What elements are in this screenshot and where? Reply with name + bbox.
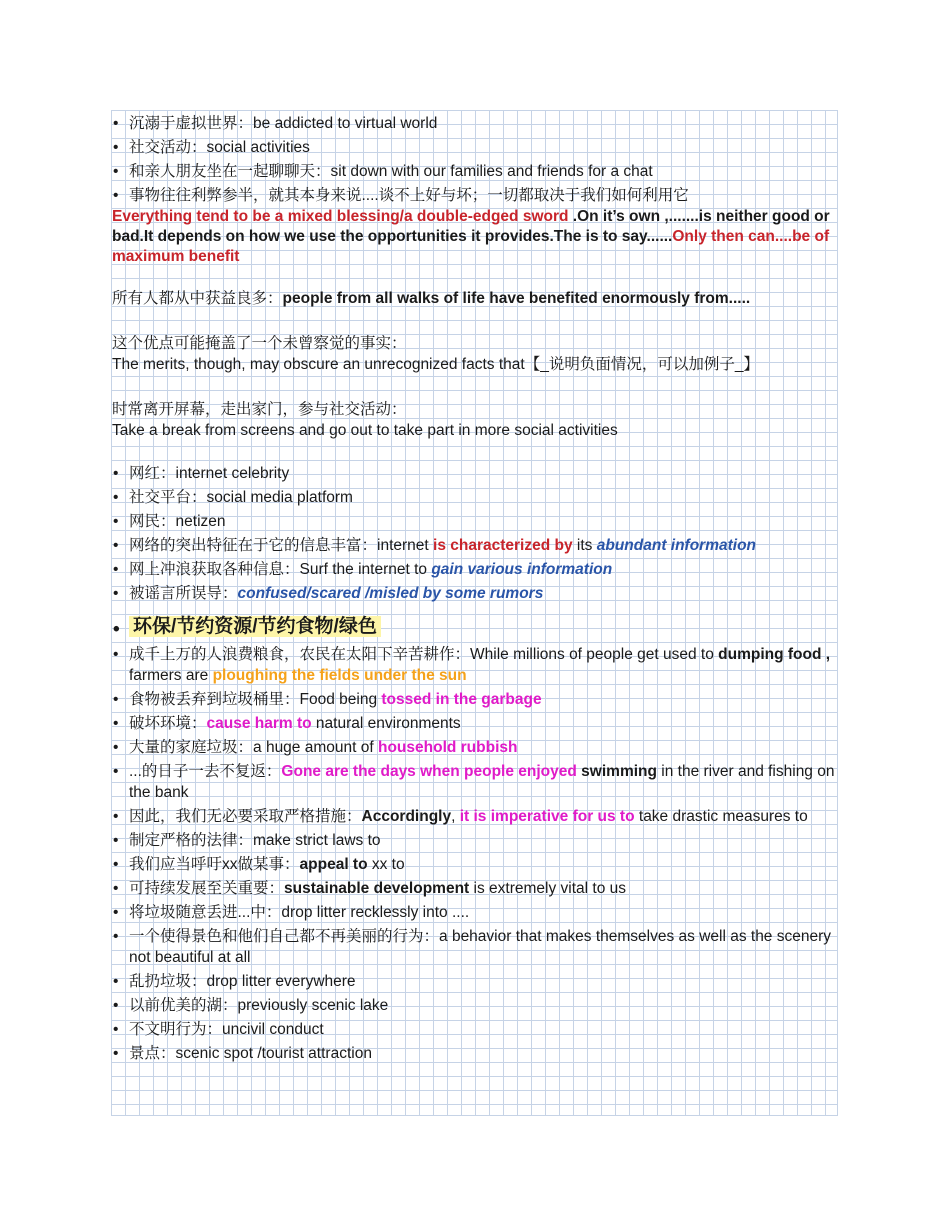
item-zh: 乱扔垃圾： <box>129 973 207 990</box>
item-zh: 我们应当呼吁xx做某事： <box>129 856 300 873</box>
screens-paragraph <box>112 399 838 441</box>
highlight-pink: Gone are the days when people enjoyed <box>281 763 577 780</box>
list-item <box>112 583 838 604</box>
item-en: , <box>451 808 460 825</box>
bullet-icon: • <box>113 1021 119 1038</box>
item-en: is extremely vital to us <box>469 880 626 897</box>
item-en: sit down with our families and friends for a chat <box>330 163 653 180</box>
bullet-icon: • <box>113 715 119 732</box>
paragraph-text: .On it’s own ,.......is neither good or bad.It depends on how we use the opportunities it provides.The is to say...... <box>112 208 830 245</box>
highlight-orange: ploughing the fields under the sun <box>212 667 467 684</box>
item-en: social media platform <box>206 489 353 506</box>
bullet-icon: • <box>113 832 119 849</box>
list-item <box>112 971 838 992</box>
bullet-icon: • <box>113 585 119 602</box>
bullet-icon: • <box>113 997 119 1014</box>
bullet-icon: • <box>113 904 119 921</box>
list-item <box>112 761 838 803</box>
list-item <box>112 511 838 532</box>
item-en: drop litter everywhere <box>206 973 356 990</box>
item-zh: 网民： <box>129 513 176 530</box>
benefit-paragraph <box>112 288 838 309</box>
list-item <box>112 487 838 508</box>
highlight-blue: confused/scared /misled by some rumors <box>237 585 544 602</box>
bullet-icon: • <box>113 465 119 482</box>
bullet-icon: • <box>113 646 119 663</box>
spacer <box>112 267 838 288</box>
item-zh: 所有人都从中获益良多： <box>112 290 283 307</box>
bullet-icon: • <box>113 973 119 990</box>
item-zh: 时常离开屏幕，走出家门，参与社交活动： <box>112 401 407 418</box>
item-en: make strict laws to <box>253 832 381 849</box>
item-zh: 被谣言所误导： <box>129 585 238 602</box>
list-item <box>112 1043 838 1064</box>
item-zh: 社交平台： <box>129 489 207 506</box>
bullet-icon: • <box>113 537 119 554</box>
list-item <box>112 713 838 734</box>
highlight-pink: tossed in the garbage <box>381 691 542 708</box>
bullet-icon: • <box>113 115 119 132</box>
item-en: Surf the internet to <box>299 561 432 578</box>
highlight-pink: cause harm to <box>206 715 312 732</box>
list-item <box>112 463 838 484</box>
item-zh: 景点： <box>129 1045 176 1062</box>
bullet-icon: • <box>113 856 119 873</box>
list-item <box>112 926 838 968</box>
bullet-icon: • <box>113 1045 119 1062</box>
list-item <box>112 535 838 556</box>
item-en: be addicted to virtual world <box>253 115 438 132</box>
item-zh: 破坏环境： <box>129 715 207 732</box>
bullet-icon: • <box>113 163 119 180</box>
item-zh: 网红： <box>129 465 176 482</box>
list-item <box>112 902 838 923</box>
list-item <box>112 737 838 758</box>
highlight-red: Only then can....be of maximum benefit <box>112 228 830 265</box>
item-en: social activities <box>206 139 310 156</box>
list-item <box>112 806 838 827</box>
notes-content <box>112 113 838 1067</box>
item-bold: swimming <box>576 763 657 780</box>
item-en: farmers are <box>129 667 213 684</box>
bullet-icon: • <box>113 139 119 156</box>
item-zh: 沉溺于虚拟世界： <box>129 115 254 132</box>
item-en: scenic spot /tourist attraction <box>175 1045 372 1062</box>
bullet-icon: • <box>113 513 119 530</box>
item-bold: Accordingly <box>361 808 452 825</box>
highlight-blue: abundant information <box>596 537 757 554</box>
bullet-icon: • <box>113 928 119 945</box>
item-zh: 事物往往利弊参半，就其本身来说....谈不上好与坏；一切都取决于我们如何利用它 <box>129 187 689 204</box>
item-en: Food being <box>299 691 382 708</box>
item-zh: 社交活动： <box>129 139 207 156</box>
item-bold: sustainable development <box>284 880 470 897</box>
item-zh: 不文明行为： <box>129 1021 223 1038</box>
item-zh: 和亲人朋友坐在一起聊聊天： <box>129 163 331 180</box>
item-en: internet celebrity <box>175 465 290 482</box>
list-item <box>112 113 838 134</box>
heading-text: 环保/节约资源/节约食物/绿色 <box>129 616 381 637</box>
mixed-blessing-paragraph <box>112 207 838 267</box>
list-item <box>112 559 838 580</box>
bullet-icon: • <box>113 808 119 825</box>
item-en: a huge amount of <box>253 739 378 756</box>
item-en: natural environments <box>311 715 461 732</box>
item-en: netizen <box>175 513 226 530</box>
item-zh: 将垃圾随意丢进...中： <box>129 904 282 921</box>
spacer <box>112 441 838 462</box>
bullet-icon: • <box>113 489 119 506</box>
item-en: a behavior that makes themselves as well as the scenery not beautiful at all <box>129 928 832 966</box>
item-zh: ...的日子一去不复返： <box>129 763 282 780</box>
item-zh: 大量的家庭垃圾： <box>129 739 254 756</box>
item-en: The merits, though, may obscure an unrecognized facts that【_说明负面情况，可以加例子_】 <box>112 356 759 373</box>
bullet-icon: • <box>113 739 119 756</box>
item-zh: 这个优点可能掩盖了一个未曾察觉的事实： <box>112 335 407 352</box>
item-zh: 一个使得景色和他们自己都不再美丽的行为： <box>129 928 440 945</box>
item-zh: 以前优美的湖： <box>129 997 238 1014</box>
item-zh: 食物被丢弃到垃圾桶里： <box>129 691 300 708</box>
list-item <box>112 185 838 206</box>
item-en: in the river and fishing on the bank <box>129 763 835 801</box>
item-en: internet <box>377 537 434 554</box>
item-en: xx to <box>367 856 405 873</box>
list-item <box>112 830 838 851</box>
list-item <box>112 995 838 1016</box>
list-item <box>112 137 838 158</box>
list-item <box>112 1019 838 1040</box>
highlight-red: is characterized by <box>433 537 573 554</box>
item-zh: 可持续发展至关重要： <box>129 880 285 897</box>
item-en: uncivil conduct <box>222 1021 324 1038</box>
item-en: While millions of people get used to <box>470 646 719 663</box>
item-en: take drastic measures to <box>634 808 808 825</box>
list-item <box>112 854 838 875</box>
item-zh: 因此，我们无必要采取严格措施： <box>129 808 362 825</box>
bullet-icon: • <box>113 619 120 640</box>
highlight-pink: household rubbish <box>377 739 518 756</box>
spacer <box>112 309 838 330</box>
bullet-icon: • <box>113 561 119 578</box>
item-bold: dumping food , <box>718 646 831 663</box>
bullet-icon: • <box>113 880 119 897</box>
item-en: drop litter recklessly into .... <box>281 904 470 921</box>
item-zh: 制定严格的法律： <box>129 832 254 849</box>
bullet-icon: • <box>113 691 119 708</box>
highlight-red: Everything tend to be a mixed blessing/a double-edged sword <box>112 208 569 225</box>
item-zh: 成千上万的人浪费粮食，农民在太阳下辛苦耕作： <box>129 646 471 663</box>
spacer <box>112 375 838 396</box>
item-en: Take a break from screens and go out to take part in more social activities <box>112 422 618 439</box>
highlight-pink: it is imperative for us to <box>459 808 635 825</box>
section-heading <box>112 613 838 640</box>
bullet-icon: • <box>113 187 119 204</box>
item-zh: 网络的突出特征在于它的信息丰富： <box>129 537 378 554</box>
highlight-blue: gain various information <box>431 561 613 578</box>
item-en: previously scenic lake <box>237 997 389 1014</box>
item-en: people from all walks of life have benefited enormously from..... <box>282 290 751 307</box>
list-item <box>112 689 838 710</box>
bullet-icon: • <box>113 763 119 780</box>
list-item <box>112 644 838 686</box>
item-bold: appeal to <box>299 856 368 873</box>
merits-paragraph <box>112 333 838 375</box>
list-item <box>112 878 838 899</box>
list-item <box>112 161 838 182</box>
item-en: its <box>572 537 597 554</box>
item-zh: 网上冲浪获取各种信息： <box>129 561 300 578</box>
